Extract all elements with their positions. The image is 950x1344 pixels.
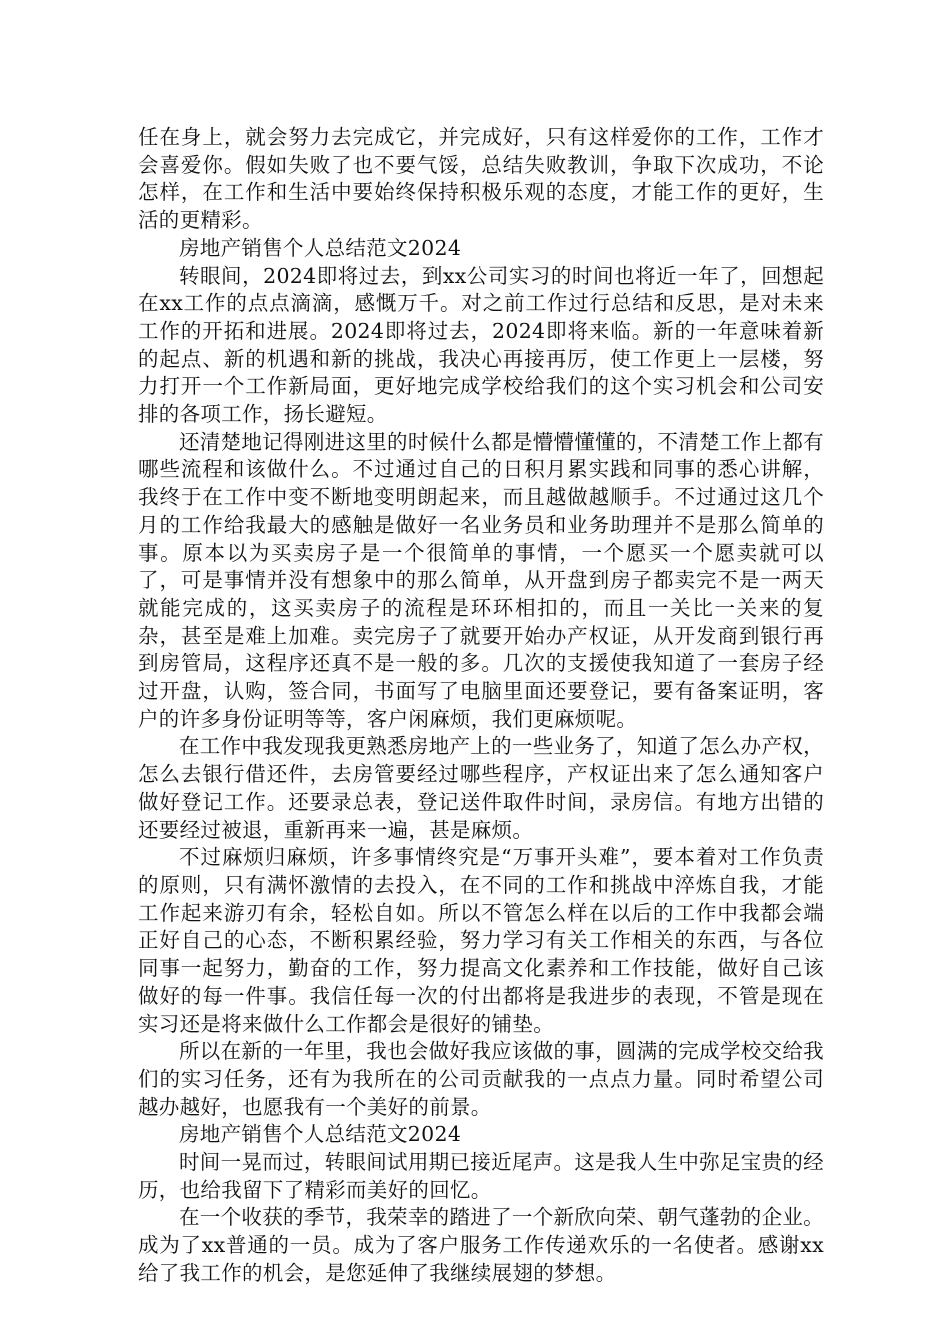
- section-heading: 房地产销售个人总结范文2024: [179, 235, 462, 260]
- paragraph-continuation: 任在身上，就会努力去完成它，并完成好，只有这样爱你的工作，工作才会喜爱你。假如失败了也不要气馁，总结失败教训，争取下次成功，不论怎样，在工作和生活中要始终保持积极乐观的态度，才能工作的更好，生活的更精彩。: [138, 125, 824, 233]
- paragraph: 时间一晃而过，转眼间试用期已接近尾声。这是我人生中弥足宝贵的经历，也给我留下了精彩而美好的回忆。: [138, 1150, 824, 1202]
- paragraph: 在一个收获的季节，我荣幸的踏进了一个新欣向荣、朝气蓬勃的企业。成为了xx普通的一员。成为了客户服务工作传递欢乐的一名使者。感谢xx给了我工作的机会，是您延伸了我继续展翅的梦想。: [138, 1205, 824, 1285]
- paragraph: 不过麻烦归麻烦，许多事情终究是“万事开头难”，要本着对工作负责的原则，只有满怀激情的去投入，在不同的工作和挑战中淬炼自我，才能工作起来游刃有余，轻松自如。所以不管怎么样在以后的工作中我都会端正好自己的心态，不断积累经验，努力学习有关工作相关的东西，与各位同事一起努力，勤奋的工作，努力提高文化素养和工作技能，做好自己该做好的每一件事。我信任每一次的付出都将是我进步的表现，不管是现在实习还是将来做什么工作都会是很好的铺垫。: [138, 845, 824, 1036]
- paragraph: 在工作中我发现我更熟悉房地产上的一些业务了，知道了怎么办产权，怎么去银行借还件，去房管要经过哪些程序，产权证出来了怎么通知客户做好登记工作。还要录总表，登记送件取件时间，录房信。有地方出错的还要经过被退，重新再来一遍，甚是麻烦。: [138, 734, 824, 842]
- document-body: [138, 124, 824, 1288]
- paragraph: 转眼间，2024即将过去，到xx公司实习的时间也将近一年了，回想起在xx工作的点点滴滴，感慨万千。对之前工作过行总结和反思，是对未来工作的开拓和进展。2024即将过去，2024即将来临。新的一年意味着新的起点、新的机遇和新的挑战，我决心再接再厉，使工作更上一层楼，努力打开一个工作新局面，更好地完成学校给我们的这个实习机会和公司安排的各项工作，扬长避短。: [138, 263, 824, 427]
- paragraph: 还清楚地记得刚进这里的时候什么都是懵懵懂懂的，不清楚工作上都有哪些流程和该做什么。不过通过自己的日积月累实践和同事的悉心讲解，我终于在工作中变不断地变明朗起来，而且越做越顺手。不过通过这几个月的工作给我最大的感触是做好一名业务员和业务助理并不是那么简单的事。原本以为买卖房子是一个很简单的事情，一个愿买一个愿卖就可以了，可是事情并没有想象中的那么简单，从开盘到房子都卖完不是一两天就能完成的，这买卖房子的流程是环环相扣的，而且一关比一关来的复杂，甚至是难上加难。卖完房子了就要开始办产权证，从开发商到银行再到房管局，这程序还真不是一般的多。几次的支援使我知道了一套房子经过开盘，认购，签合同，书面写了电脑里面还要登记，要有备案证明，客户的许多身份证明等等，客户闲麻烦，我们更麻烦呢。: [138, 429, 824, 731]
- section-heading: 房地产销售个人总结范文2024: [179, 1122, 462, 1147]
- paragraph: 所以在新的一年里，我也会做好我应该做的事，圆满的完成学校交给我们的实习任务，还有为我所在的公司贡献我的一点点力量。同时希望公司越办越好，也愿我有一个美好的前景。: [138, 1039, 824, 1119]
